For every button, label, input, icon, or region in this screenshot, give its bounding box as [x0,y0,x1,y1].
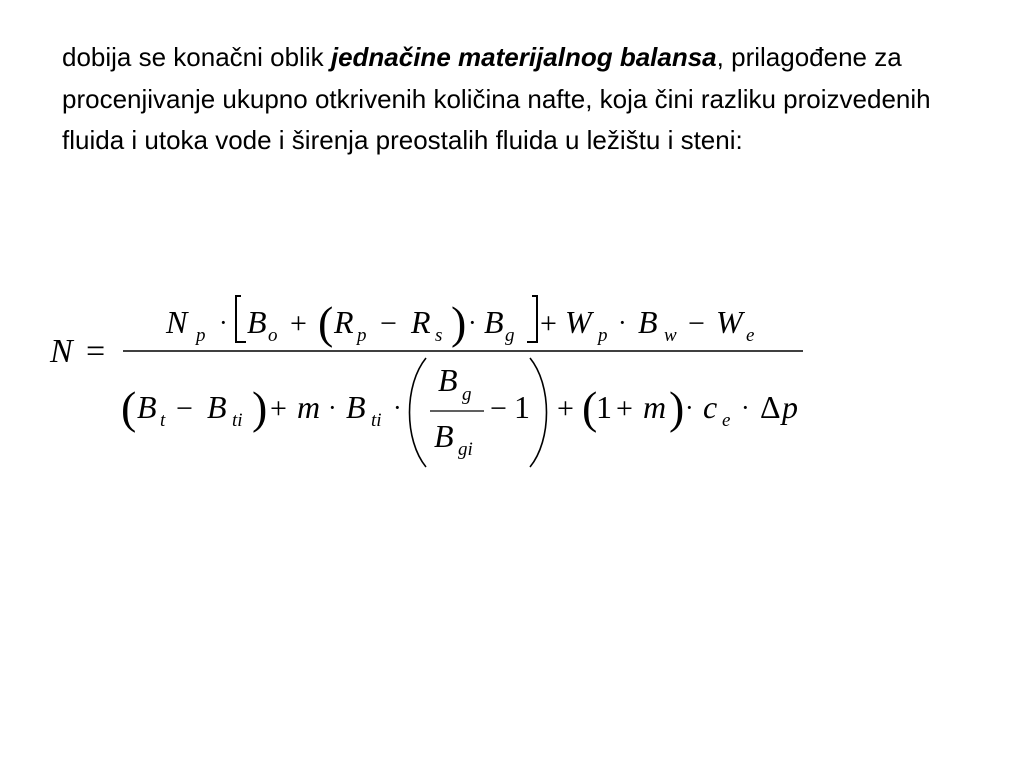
svg-text:g: g [462,384,472,405]
svg-text:B: B [438,362,458,398]
svg-text:e: e [722,410,731,431]
equation-lhs: N [50,333,73,370]
svg-text:W: W [565,304,592,340]
svg-text:−: − [176,392,193,425]
svg-text:(: ( [582,382,598,433]
svg-text:·: · [618,308,627,337]
svg-text:p: p [598,325,608,346]
svg-text:N: N [166,304,188,340]
svg-text:): ) [252,382,268,433]
svg-text:+: + [270,392,287,425]
svg-text:·: · [393,393,402,422]
svg-text:−: − [490,392,507,425]
svg-text:ti: ti [371,410,382,431]
svg-text:(: ( [121,382,137,433]
svg-text:m: m [297,389,321,425]
intro-text: dobija se konačni oblik [62,42,331,72]
svg-text:·: · [328,393,337,422]
svg-text:B: B [207,389,227,425]
svg-text:B: B [137,389,157,425]
svg-text:(: ( [318,297,334,348]
equation-equals: = [86,333,106,370]
svg-text:t: t [160,410,166,431]
svg-text:g: g [505,325,515,346]
svg-text:·: · [219,308,228,337]
svg-text:R: R [334,304,354,340]
emphasis-term: jednačine materijalnog balansa [330,42,717,72]
svg-text:B: B [638,304,658,340]
svg-text:p: p [357,325,367,346]
svg-text:): ) [669,382,685,433]
intro-text-continued: , prilagođene za procenjivanje ukupno otkrivenih količina nafte, koja čini razliku proizvedenih fluida i utoka vode i širenja preostalih fluida u ležištu i steni: [62,42,931,155]
svg-text:e: e [746,325,755,346]
svg-text:+: + [540,307,557,340]
svg-text:·: · [741,393,750,422]
svg-text:p: p [782,389,798,425]
svg-text:+: + [290,307,307,340]
equation-numerator [165,296,754,348]
svg-text:+: + [616,392,633,425]
svg-text:ti: ti [232,410,243,431]
svg-text:p: p [196,325,206,346]
svg-text:B: B [434,418,454,454]
svg-text:W: W [716,304,743,340]
svg-text:1: 1 [596,389,612,425]
svg-text:·: · [468,308,477,337]
svg-text:w: w [664,325,677,346]
svg-text:s: s [435,325,443,346]
svg-text:): ) [451,297,467,348]
svg-text:B: B [484,304,504,340]
svg-text:B: B [247,304,267,340]
svg-text:B: B [346,389,366,425]
svg-text:gi: gi [458,439,473,460]
svg-text:o: o [268,325,278,346]
svg-text:+: + [557,392,574,425]
svg-text:c: c [703,389,718,425]
equation-denominator [121,358,798,467]
svg-text:R: R [411,304,431,340]
svg-text:Δ: Δ [760,389,781,425]
svg-text:−: − [688,307,705,340]
svg-text:m: m [643,389,667,425]
svg-text:−: − [380,307,397,340]
svg-text:·: · [685,393,694,422]
svg-text:1: 1 [514,389,530,425]
